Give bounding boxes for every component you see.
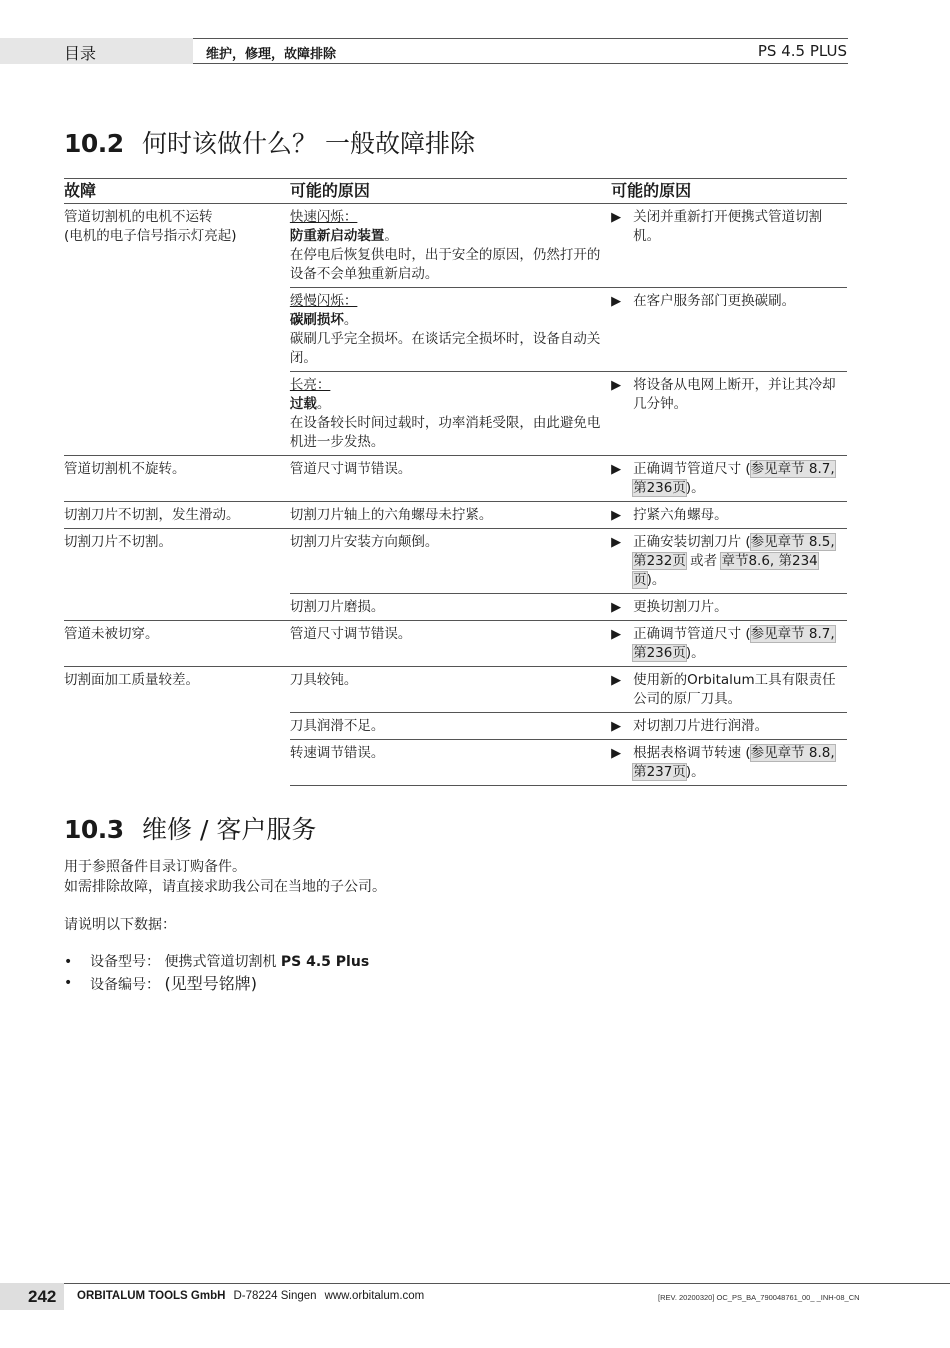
- cause-cell: 转速调节错误。: [290, 740, 611, 786]
- fault-text: (电机的电子信号指示灯亮起): [64, 228, 237, 244]
- column-header-cause: 可能的原因: [290, 179, 611, 204]
- cause-cell: 管道尺寸调节错误。: [290, 456, 611, 502]
- cause-bold-suffix: 。: [316, 396, 331, 412]
- table-row: [64, 667, 847, 713]
- cause-bold-suffix: 。: [343, 312, 358, 328]
- paragraph-line: 用于参照备件目录订购备件。: [64, 859, 246, 875]
- table-row: [64, 456, 847, 502]
- cause-cell: [290, 372, 611, 456]
- section-reference-link[interactable]: 参见章节 8.7, 第236页: [633, 626, 835, 661]
- remedy-cell: [611, 713, 847, 740]
- remedy-text: 将设备从电网上断开，并让其冷却几分钟。: [633, 377, 836, 412]
- section-number: 10.3: [64, 815, 124, 844]
- remedy-cell: [611, 456, 847, 502]
- remedy-cell: [611, 594, 847, 621]
- header-rule-bottom: [193, 63, 848, 64]
- remedy-text-or: 或者: [685, 553, 722, 569]
- section-number: 10.2: [64, 129, 124, 158]
- remedy-text: 更换切割刀片。: [633, 599, 728, 615]
- header-rule-top: [193, 38, 848, 39]
- cause-cell: [290, 204, 611, 288]
- product-name: PS 4.5 PLUS: [757, 42, 847, 60]
- cause-cell: 切割刀片安装方向颠倒。: [290, 529, 611, 594]
- section-heading-10-3: [64, 810, 316, 846]
- arrow-right-icon: ▶: [611, 210, 622, 225]
- arrow-right-icon: ▶: [611, 719, 622, 734]
- remedy-text-end: )。: [685, 480, 705, 496]
- device-data-list: [64, 952, 369, 996]
- list-item: [64, 973, 369, 996]
- company-website-link[interactable]: www.orbitalum.com: [324, 1290, 425, 1302]
- arrow-right-icon: ▶: [611, 600, 622, 615]
- section-reference-link[interactable]: 参见章节 8.7, 第236页: [633, 461, 835, 496]
- arrow-right-icon: ▶: [611, 627, 622, 642]
- cause-cell: 切割刀片磨损。: [290, 594, 611, 621]
- fault-cell: 切割面加工质量较差。: [64, 667, 290, 786]
- remedy-text: 正确调节管道尺寸 (: [633, 461, 751, 477]
- bullet-icon: •: [64, 975, 73, 991]
- troubleshooting-table: [64, 178, 847, 786]
- paragraph-line: 如需排除故障，请直接求助我公司在当地的子公司。: [64, 879, 386, 895]
- remedy-text: 在客户服务部门更换碳刷。: [633, 293, 796, 309]
- cause-text: 在停电后恢复供电时，出于安全的原因，仍然打开的设备不会单独重新启动。: [289, 247, 601, 282]
- section-reference-link[interactable]: 参见章节 8.8, 第237页: [633, 745, 835, 780]
- page-header: [0, 38, 950, 64]
- cause-bold: 防重新启动装置: [289, 228, 385, 244]
- list-item-value: PS 4.5 Plus: [280, 954, 370, 970]
- toc-link[interactable]: 目录: [64, 44, 97, 63]
- remedy-text: 拧紧六角螺母。: [633, 507, 728, 523]
- remedy-text-end: )。: [685, 645, 705, 661]
- section-reference-link[interactable]: 参见章节 8.5, 第232页: [633, 534, 835, 569]
- company-address: D-78224 Singen: [233, 1290, 317, 1302]
- page-number: 242: [28, 1287, 57, 1306]
- chapter-title: 维护，修理，故障排除: [206, 47, 337, 62]
- remedy-text: 正确安装切割刀片 (: [633, 534, 751, 550]
- toc-tab[interactable]: [0, 38, 193, 64]
- column-header-remedy: 可能的原因: [611, 179, 847, 204]
- remedy-text-end: )。: [685, 764, 705, 780]
- remedy-cell: [611, 529, 847, 594]
- indicator-label: 缓慢闪烁：: [289, 293, 358, 309]
- indicator-label: 快速闪烁：: [289, 209, 358, 225]
- remedy-text-end: )。: [646, 572, 666, 588]
- remedy-cell: [611, 621, 847, 667]
- service-intro-paragraph: [64, 857, 386, 897]
- remedy-text: 根据表格调节转速 (: [633, 745, 751, 761]
- fault-cell: 切割刀片不切割，发生滑动。: [64, 502, 290, 529]
- section-title: 维修 / 客户服务: [142, 815, 317, 844]
- bullet-icon: •: [64, 954, 73, 970]
- page-number-box: [0, 1283, 64, 1310]
- cause-bold-suffix: 。: [384, 228, 398, 244]
- remedy-cell: [611, 204, 847, 288]
- table-row: [64, 204, 847, 288]
- list-item-label: 设备型号： 便携式管道切割机: [90, 954, 281, 970]
- section-heading-10-2: [64, 124, 475, 160]
- table-row: [64, 529, 847, 594]
- fault-text: 管道切割机的电机不运转: [64, 209, 213, 225]
- list-item-label: 设备编号：: [90, 977, 165, 993]
- arrow-right-icon: ▶: [611, 378, 622, 393]
- footer-company-info: [77, 1290, 424, 1302]
- table-row: [64, 621, 847, 667]
- arrow-right-icon: ▶: [611, 462, 622, 477]
- list-item-value: (见型号铭牌): [164, 974, 257, 993]
- arrow-right-icon: ▶: [611, 746, 622, 761]
- cause-text: 碳刷几乎完全损坏。在谈话完全损坏时，设备自动关闭。: [289, 331, 601, 366]
- cause-cell: 刀具较钝。: [290, 667, 611, 713]
- data-request-paragraph: 请说明以下数据：: [64, 917, 176, 933]
- column-header-fault: 故障: [64, 179, 290, 204]
- indicator-label: 长亮：: [289, 377, 331, 393]
- remedy-cell: [611, 288, 847, 372]
- remedy-text: 正确调节管道尺寸 (: [633, 626, 751, 642]
- list-item: [64, 952, 369, 973]
- arrow-right-icon: ▶: [611, 508, 622, 523]
- table-row: [64, 502, 847, 529]
- remedy-text: 对切割刀片进行润滑。: [633, 718, 769, 734]
- arrow-right-icon: ▶: [611, 673, 622, 688]
- fault-cell: [64, 204, 290, 456]
- cause-text: 在设备较长时间过载时，功率消耗受限，由此避免电机进一步发热。: [289, 415, 601, 450]
- document-revision: [REV. 20200320] OC_PS_BA_790048761_00_ _INH-08_CN: [658, 1293, 860, 1302]
- cause-cell: 切割刀片轴上的六角螺母未拧紧。: [290, 502, 611, 529]
- company-name: ORBITALUM TOOLS GmbH: [77, 1290, 226, 1302]
- remedy-cell: [611, 372, 847, 456]
- fault-cell: 管道切割机不旋转。: [64, 456, 290, 502]
- remedy-cell: [611, 667, 847, 713]
- fault-cell: 切割刀片不切割。: [64, 529, 290, 621]
- remedy-cell: [611, 740, 847, 786]
- cause-cell: 刀具润滑不足。: [290, 713, 611, 740]
- section-title: 何时该做什么？ 一般故障排除: [142, 129, 475, 158]
- cause-cell: 管道尺寸调节错误。: [290, 621, 611, 667]
- remedy-cell: [611, 502, 847, 529]
- footer-rule: [64, 1283, 950, 1284]
- table-header-row: [64, 179, 847, 204]
- arrow-right-icon: ▶: [611, 294, 622, 309]
- fault-cell: 管道未被切穿。: [64, 621, 290, 667]
- cause-cell: [290, 288, 611, 372]
- section-reference-link[interactable]: 章节8.6, 第234页: [633, 553, 818, 588]
- cause-bold: 碳刷损坏: [289, 312, 344, 328]
- cause-bold: 过载: [289, 396, 317, 412]
- remedy-text: 关闭并重新打开便携式管道切割机。: [633, 209, 823, 244]
- remedy-text: 使用新的Orbitalum工具有限责任公司的原厂刀具。: [633, 672, 836, 707]
- arrow-right-icon: ▶: [611, 535, 622, 550]
